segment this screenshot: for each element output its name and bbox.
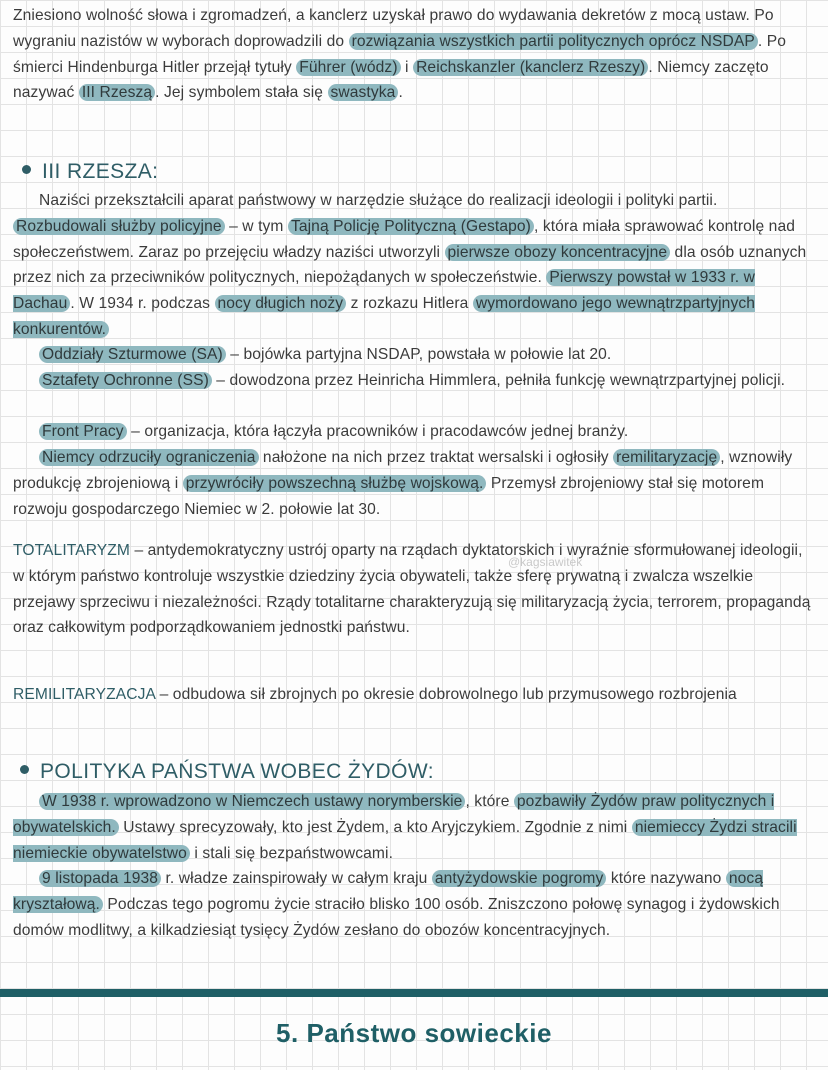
highlight: pozbawiły Żydów praw politycznych i obywatelskich. — [13, 793, 775, 836]
text: r. władze zainspirowały w całym kraju — [161, 870, 432, 887]
text: – bojówka partyjna NSDAP, powstała w połowie lat 20. — [225, 346, 612, 363]
highlight: niemieccy Żydzi stracili niemieckie obywatelstwo — [13, 818, 797, 862]
text: z rozkazu Hitlera — [346, 295, 473, 313]
text: dla osób uznanych przez nich za przeciwników politycznych, niepożądanych w społeczeństwie. — [13, 243, 807, 287]
highlight: W 1938 r. wprowadzono w Niemczech ustawy norymberskie — [39, 793, 465, 810]
rzesza-paragraph-1 — [13, 188, 814, 343]
text: Ustawy sprecyzowały, kto jest Żydem, a kto Aryjczykiem. Zgodnie z nimi — [118, 818, 632, 836]
text: – antydemokratyczny ustrój oparty na rządach dyktatorskich i wyraźnie sformułowanej ideologii, w którym państwo kontroluje wszystkie dziedziny życia obywateli, także sferę prywatną i zwalcza wszelkie przejawy sprzeciwu i niezależności. Rządy totalitarne charakteryzują się militaryzacją życia, terrorem, propagandą oraz całkowitym podporządkowaniem jednostki państwu. — [13, 542, 811, 637]
section-heading-polityka — [20, 760, 434, 784]
chapter-title: 5. Państwo sowieckie — [276, 1018, 552, 1048]
text: Zniesiono wolność słowa i zgromadzeń, a kanclerz uzyskał prawo do wydawania dekretów z mocą ustaw. Po wygraniu nazistów w wyborach doprowadzili do — [13, 7, 774, 50]
bullet-icon — [20, 765, 29, 774]
text: Naziści przekształcili aparat państwowy w narzędzie służące do realizacji ideologii i polityki partii. — [39, 192, 718, 209]
text: , która miała sprawować kontrolę nad społeczeństwem. Zaraz po przejęciu władzy naziści utworzyli — [13, 217, 795, 261]
text: . — [398, 84, 403, 102]
section-heading-iii-rzesza — [22, 160, 158, 184]
highlight: Reichskanzler (kanclerz Rzeszy) — [413, 59, 648, 76]
text: . Po śmierci Hindenburga Hitler przejął tytuły — [13, 32, 787, 76]
jews-paragraph-2 — [13, 866, 814, 943]
remilitarization-paragraph — [13, 445, 814, 522]
highlight: przywróciły powszechną służbę wojskową. — [183, 475, 487, 492]
highlight: nocą kryształową. — [13, 870, 764, 913]
highlight: Oddziały Szturmowe (SA) — [39, 346, 226, 363]
highlight: pierwsze obozy koncentracyjne — [445, 244, 671, 261]
text: . Niemcy zaczęto nazywać — [13, 58, 769, 102]
text: i stali się bezpaństwowcami. — [189, 844, 394, 862]
highlight: 9 listopada 1938 — [39, 870, 161, 887]
text: . Jej symbolem stała się — [155, 84, 328, 102]
text: . W 1934 r. podczas — [70, 295, 215, 313]
text: – dowodzona przez Heinricha Himmlera, pełniła funkcję wewnątrzpartyjnej policji. — [211, 372, 786, 389]
text: – organizacja, która łączyła pracowników i pracodawców jednej branży. — [126, 423, 629, 440]
highlight: swastyka — [328, 84, 399, 101]
definition-totalitaryzm — [13, 538, 814, 641]
text: nałożone na nich przez traktat wersalski i ogłosiły — [258, 449, 614, 466]
section-divider — [0, 989, 828, 997]
text: – odbudowa sił zbrojnych po okresie dobrowolnego lub przymusowego rozbrojenia — [155, 686, 737, 703]
text: Przemysł zbrojeniowy stał się motorem rozwoju gospodarczego Niemiec w 2. połowie lat 30. — [13, 474, 765, 518]
heading-text: POLITYKA PAŃSTWA WOBEC ŻYDÓW: — [40, 760, 434, 783]
text: , wznowiły produkcję zbrojeniową i — [13, 449, 793, 492]
text: które nazywano — [606, 870, 726, 887]
front-pracy-paragraph — [13, 419, 814, 445]
sa-paragraph — [13, 342, 814, 368]
highlight: rozwiązania wszystkich partii politycznych oprócz NSDAP — [349, 33, 758, 50]
bullet-icon — [22, 165, 31, 174]
text: i — [400, 58, 414, 76]
highlight: Rozbudowali służby policyjne — [13, 218, 225, 235]
highlight: Pierwszy powstał w 1933 r. w Dachau — [13, 269, 756, 313]
text: – w tym — [224, 217, 288, 235]
watermark: @kagsiawitek — [508, 555, 583, 569]
highlight: Front Pracy — [39, 423, 127, 440]
intro-paragraph — [13, 3, 814, 106]
text: Podczas tego pogromu życie straciło blisko 100 osób. Zniszczono połowę synagog i żydowskich domów modlitwy, a kilkadziesiąt tysięcy Żydów zesłano do obozów koncentracyjnych. — [13, 895, 780, 939]
highlight: antyżydowskie pogromy — [432, 870, 607, 887]
highlight: nocy długich noży — [215, 295, 347, 312]
ss-paragraph — [13, 368, 814, 394]
highlight: III Rzeszą — [79, 84, 155, 101]
highlight: remilitaryzację — [613, 449, 720, 466]
highlight: Führer (wódz) — [296, 59, 400, 76]
highlight: Sztafety Ochronne (SS) — [39, 372, 212, 389]
highlight: Niemcy odrzuciły ograniczenia — [39, 449, 259, 466]
heading-text: III RZESZA: — [42, 160, 159, 183]
jews-paragraph-1 — [13, 789, 814, 866]
highlight: Tajną Policję Polityczną (Gestapo) — [288, 218, 534, 235]
definition-remilitaryzacja — [13, 682, 814, 708]
term: REMILITARYZACJA — [13, 686, 156, 703]
term: TOTALITARYZM — [13, 542, 131, 559]
text: , które — [465, 793, 514, 810]
highlight: wymordowano jego wewnątrzpartyjnych konkurentów. — [13, 295, 756, 338]
